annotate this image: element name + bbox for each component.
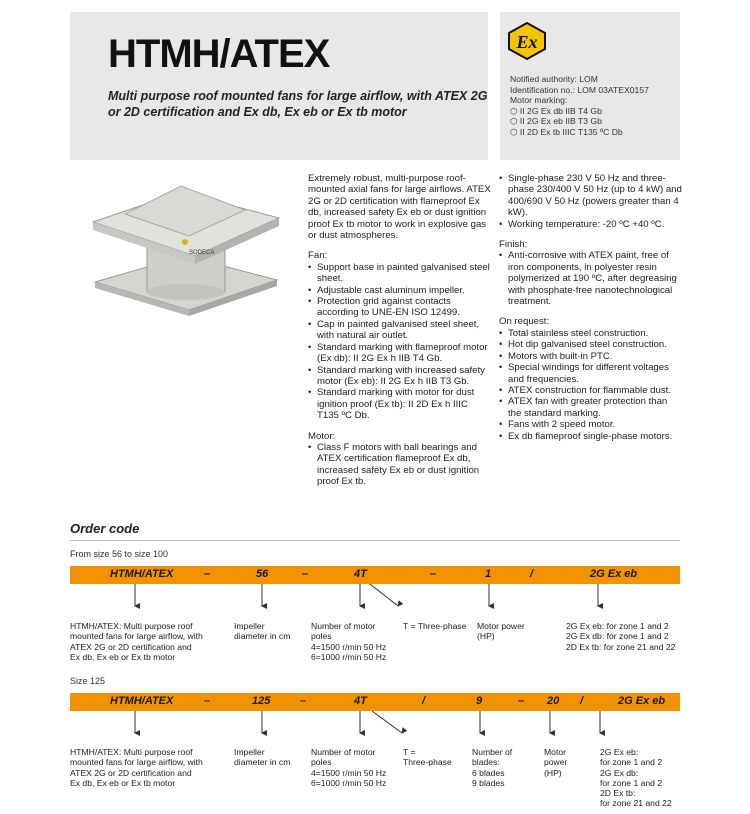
list-item: • Hot dip galvanised steel construction.: [499, 339, 683, 350]
motor-heading: Motor:: [308, 430, 336, 442]
desc-poles: Number of motor poles 4=1500 r/min 50 Hz 6=1000 r/min 50 Hz: [311, 747, 387, 788]
desc-poles: Number of motor poles 4=1500 r/min 50 Hz 6=1000 r/min 50 Hz: [311, 621, 387, 662]
code-segment: 20: [547, 695, 560, 707]
ex-small-icon: ⬡: [510, 126, 520, 137]
desc-power: Motor power (HP): [544, 747, 568, 778]
cert-line: ⬡ II 2G Ex eb IIB T3 Gb: [510, 116, 602, 126]
order-code-title: Order code: [70, 521, 140, 536]
finish-heading: Finish:: [499, 239, 528, 251]
code-segment: –: [518, 695, 525, 707]
code-segment: 56: [256, 568, 269, 580]
code-segment: –: [204, 695, 211, 707]
cert-line: Identification no.: LOM 03ATEX0157: [510, 84, 649, 95]
code-segment: –: [204, 568, 211, 580]
desc-model: HTMH/ATEX: Multi purpose roof mounted fans for large airflow, with ATEX 2G or 2D certification and Ex db, Ex eb or Ex tb motor: [70, 621, 203, 662]
code-segment: 2G Ex eb: [618, 695, 666, 707]
desc-zones: 2G Ex eb: for zone 1 and 2 2G Ex db: for zone 1 and 2 2D Ex tb: for zone 21 and 22: [600, 747, 672, 809]
list-item: • Single-phase 230 V 50 Hz and three-phase 230/400 V 50 Hz (up to 4 kW) and 400/690 V 50 Hz (powers greater than 4 kW).: [499, 173, 683, 219]
code-segment: –: [300, 695, 307, 707]
list-item: • Support base in painted galvanised steel sheet.: [308, 262, 492, 285]
code-segment: 125: [252, 695, 271, 707]
page-title: HTMH/ATEX: [108, 32, 330, 76]
code-segment: /: [580, 695, 584, 707]
list-item: • Standard marking with flameproof motor (Ex db): II 2G Ex h IIB T4 Gb.: [308, 342, 492, 365]
code-segment: –: [302, 568, 309, 580]
code-segment: /: [530, 568, 534, 580]
list-item: • Protection grid against contacts according to UNE-EN ISO 12499.: [308, 296, 492, 319]
ex-small-icon: ⬡: [510, 116, 520, 126]
product-brand: SODECA: [189, 250, 215, 256]
desc-phase: T = Three-phase: [403, 747, 452, 768]
list-item: • Class F motors with ball bearings and ATEX certification flameproof Ex db, increased safety Ex eb or dust ignition proof Ex tb.: [308, 442, 492, 488]
request-heading: On request:: [499, 316, 550, 328]
code-segment: 2G Ex eb: [590, 568, 638, 580]
range-label-1: From size 56 to size 100: [70, 549, 169, 559]
desc-zones: 2G Ex eb: for zone 1 and 2 2G Ex db: for zone 1 and 2 2D Ex tb: for zone 21 and 22: [566, 621, 676, 652]
code-segment: HTMH/ATEX: [110, 568, 174, 580]
list-item: • ATEX fan with greater protection than the standard marking.: [499, 396, 683, 419]
list-item: • Adjustable cast aluminum impeller.: [308, 285, 492, 296]
list-item: • Fans with 2 speed motor.: [499, 419, 683, 430]
list-item: • Working temperature: -20 ºC +40 ºC.: [499, 219, 683, 230]
list-item: • Anti-corrosive with ATEX paint, free of iron components, in polyester resin polymerized at 190 ºC, after degreasing with phosphate-free nanotechnological treatment.: [499, 250, 683, 307]
code-segment: –: [430, 568, 437, 580]
list-item: • Motors with built-in PTC.: [499, 351, 683, 362]
intro-text: Extremely robust, multi-purpose roof-mounted axial fans for large airflows. ATEX 2G or 2D certification with flameproof Ex db, increased safety Ex eb or dust ignition proof Ex tb motor to work in explosive gas or dust atmospheres.: [308, 173, 491, 242]
desc-power: Motor power (HP): [477, 621, 525, 642]
list-item: • ATEX construction for flammable dust.: [499, 385, 683, 396]
cert-line: ⬡ II 2G Ex db IIB T4 Gb: [510, 105, 602, 116]
fan-heading: Fan:: [308, 250, 328, 262]
list-item: • Special windings for different voltages and frequencies.: [499, 362, 683, 385]
cert-line: Motor marking:: [510, 95, 568, 105]
cert-line: ⬡ II 2D Ex tb IIIC T135 ºC Db: [510, 126, 623, 137]
list-item: • Standard marking with motor for dust ignition proof (Ex tb): II 2D Ex h IIIC T135 ºC Db.: [308, 387, 492, 421]
code-segment: /: [422, 695, 426, 707]
list-item: • Cap in painted galvanised steel sheet, with natural air outlet.: [308, 319, 492, 342]
code-segment: 9: [476, 695, 483, 707]
code-segment: 1: [485, 568, 492, 580]
code-segment: 4T: [354, 568, 367, 580]
page-subtitle: Multi purpose roof mounted fans for large airflow, with ATEX 2G or 2D certification and Ex db, Ex eb or Ex tb motor: [108, 89, 488, 119]
ex-small-icon: ⬡: [510, 105, 520, 116]
desc-impeller: Impeller diameter in cm: [234, 747, 291, 768]
desc-model: HTMH/ATEX: Multi purpose roof mounted fans for large airflow, with ATEX 2G or 2D certification and Ex db, Ex eb or Ex tb motor: [70, 747, 203, 788]
list-item: • Ex db flameproof single-phase motors.: [499, 431, 683, 442]
code-segment: HTMH/ATEX: [110, 695, 174, 707]
list-item: • Standard marking with increased safety motor (Ex eb): II 2G Ex h IIB T3 Gb.: [308, 365, 492, 388]
desc-impeller: Impeller diameter in cm: [234, 621, 291, 642]
code-segment: 4T: [354, 695, 367, 707]
svg-text:Ex: Ex: [516, 32, 538, 52]
desc-phase: T = Three-phase: [403, 621, 467, 631]
range-label-2: Size 125: [70, 676, 106, 686]
list-item: • Total stainless steel construction.: [499, 328, 683, 339]
order-code-bar-2: [70, 693, 680, 711]
desc-blades: Number of blades: 6 blades 9 blades: [472, 747, 513, 788]
cert-line: Notified authority: LOM: [510, 74, 598, 84]
